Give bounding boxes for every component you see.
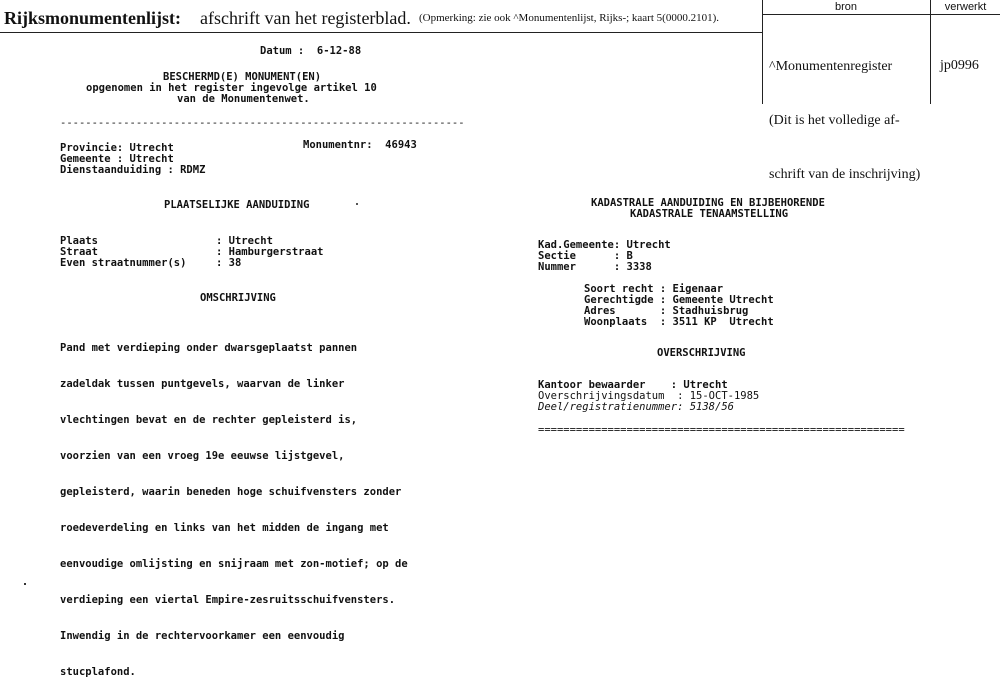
register-title: Rijksmonumentenlijst: bbox=[4, 8, 182, 28]
omschrijving-line: voorzien van een vroeg 19e eeuwse lijstgevel, bbox=[60, 450, 345, 462]
section-plaatselijke-aanduiding: PLAATSELIJKE AANDUIDING bbox=[164, 199, 310, 211]
header-rule bbox=[0, 32, 762, 33]
omschrijving-line: zadeldak tussen puntgevels, waarvan de linker bbox=[60, 378, 345, 390]
omschrijving-line: stucplafond. bbox=[60, 666, 136, 678]
scan-speck bbox=[24, 583, 26, 585]
bron-line: ^Monumentenregister bbox=[769, 59, 893, 74]
monumentnr: Monumentnr: 46943 bbox=[303, 139, 417, 151]
gerechtigde: Gerechtigde : Gemeente Utrecht bbox=[584, 294, 774, 306]
omschrijving-line: Pand met verdieping onder dwarsgeplaatst pannen bbox=[60, 342, 358, 354]
straatnummer-label: Even straatnummer(s) bbox=[60, 257, 187, 269]
nummer: Nummer : 3338 bbox=[538, 261, 652, 273]
register-subtitle: afschrift van het registerblad. bbox=[200, 8, 411, 28]
scan-speck bbox=[356, 203, 358, 205]
kad-gemeente: Kad.Gemeente: Utrecht bbox=[538, 239, 671, 251]
bron-cell bbox=[769, 22, 920, 202]
adres: Adres : Stadhuisbrug bbox=[584, 305, 749, 317]
soort-recht: Soort recht : Eigenaar bbox=[584, 283, 724, 295]
section-kadastrale-tenaamstelling: KADASTRALE TENAAMSTELLING bbox=[630, 208, 789, 220]
omschrijving-line: vlechtingen bevat en de rechter gepleisterd is, bbox=[60, 414, 358, 426]
straatnummer-value: : 38 bbox=[216, 257, 242, 269]
verwerkt-cell: jp0996 bbox=[940, 58, 979, 73]
provincie: Provincie: Utrecht bbox=[60, 142, 174, 154]
overschrijvingsdatum: Overschrijvingsdatum : 15-OCT-1985 bbox=[538, 390, 760, 402]
kantoor-bewaarder: Kantoor bewaarder : Utrecht bbox=[538, 379, 728, 391]
omschrijving-text bbox=[60, 318, 408, 690]
heading-opgenomen: opgenomen in het register ingevolge artikel 10 bbox=[86, 82, 377, 94]
section-omschrijving: OMSCHRIJVING bbox=[200, 292, 276, 304]
straat-value: : Hamburgerstraat bbox=[216, 246, 324, 258]
column-header-verwerkt: verwerkt bbox=[944, 1, 987, 13]
table-column-divider bbox=[930, 0, 931, 104]
section-overschrijving: OVERSCHRIJVING bbox=[657, 347, 746, 359]
dashed-separator: ---------------------------------------------------------------- bbox=[60, 117, 465, 129]
omschrijving-line: eenvoudige omlijsting en snijraam met zon-motief; op de bbox=[60, 558, 408, 570]
section-kadastrale-aanduiding: KADASTRALE AANDUIDING EN BIJBEHORENDE bbox=[591, 197, 825, 209]
omschrijving-line: gepleisterd, waarin beneden hoge schuifvensters zonder bbox=[60, 486, 402, 498]
datum: Datum : 6-12-88 bbox=[260, 45, 362, 57]
omschrijving-line: verdieping een viertal Empire-zesruitsschuifvensters. bbox=[60, 594, 396, 606]
omschrijving-line: roedeverdeling en links van het midden de ingang met bbox=[60, 522, 389, 534]
double-rule: ========================================================== bbox=[538, 424, 905, 436]
register-note: (Opmerking: zie ook ^Monumentenlijst, Rijks-; kaart 5(0000.2101). bbox=[419, 12, 719, 24]
sectie: Sectie : B bbox=[538, 250, 633, 262]
straat-label: Straat bbox=[60, 246, 98, 258]
deel-registratienummer: Deel/registratienummer: 5138/56 bbox=[538, 401, 734, 413]
table-header-rule bbox=[762, 14, 1000, 15]
column-header-bron: bron bbox=[834, 1, 858, 13]
gemeente: Gemeente : Utrecht bbox=[60, 153, 174, 165]
plaats-value: : Utrecht bbox=[216, 235, 273, 247]
woonplaats: Woonplaats : 3511 KP Utrecht bbox=[584, 316, 774, 328]
bron-line: schrift van de inschrijving) bbox=[769, 167, 921, 182]
omschrijving-line: Inwendig in de rechtervoorkamer een eenvoudig bbox=[60, 630, 345, 642]
dienstaanduiding: Dienstaanduiding : RDMZ bbox=[60, 164, 206, 176]
bron-line: (Dit is het volledige af- bbox=[769, 113, 900, 128]
plaats-label: Plaats bbox=[60, 235, 98, 247]
heading-beschermd: BESCHERMD(E) MONUMENT(EN) bbox=[163, 71, 322, 83]
heading-monumentenwet: van de Monumentenwet. bbox=[177, 93, 310, 105]
